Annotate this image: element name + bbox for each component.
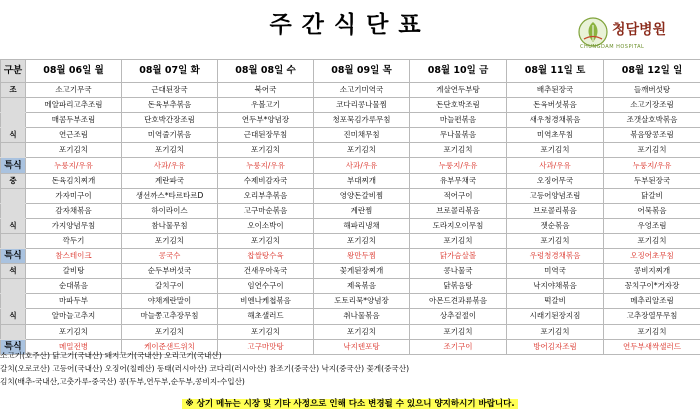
menu-cell: 오징어무국	[507, 173, 604, 188]
menu-cell: 영양돈갈비찜	[314, 188, 410, 203]
menu-cell: 브로콜리볶음	[507, 203, 604, 218]
snack-cell: 우렁청경채볶음	[507, 249, 604, 264]
menu-cell: 오리부추볶음	[218, 188, 314, 203]
hospital-logo	[578, 15, 690, 51]
menu-cell: 근대된장국	[122, 83, 218, 98]
menu-cell: 포기김치	[314, 143, 410, 158]
menu-cell: 포기김치	[218, 233, 314, 248]
snack-cell: 누룽지/우유	[218, 158, 314, 173]
menu-cell: 도라지오이무침	[410, 218, 507, 233]
menu-cell: 콩비지찌개	[604, 264, 700, 279]
gubun-header: 구분	[1, 60, 26, 83]
menu-cell: 소고기미역국	[314, 83, 410, 98]
menu-cell: 건새우아욱국	[218, 264, 314, 279]
menu-cell: 진미채무침	[314, 128, 410, 143]
menu-cell: 적어구이	[410, 188, 507, 203]
menu-cell: 가지양념무침	[26, 218, 122, 233]
menu-cell: 매콤두부조림	[26, 113, 122, 128]
menu-cell: 포기김치	[410, 324, 507, 339]
page-title: 주간식단표	[269, 12, 431, 38]
menu-body	[1, 83, 700, 355]
menu-cell: 마늘편볶음	[410, 113, 507, 128]
menu-cell: 순대볶음	[26, 279, 122, 294]
menu-cell: 포기김치	[218, 324, 314, 339]
menu-cell: 고등어양념조림	[507, 188, 604, 203]
menu-cell: 돈단호박조림	[410, 98, 507, 113]
menu-cell: 포기김치	[604, 143, 700, 158]
menu-cell: 비엔나케첩볶음	[218, 294, 314, 309]
menu-cell: 해초샐러드	[218, 309, 314, 324]
menu-cell: 계란찜	[314, 203, 410, 218]
menu-cell: 도토리묵*양념장	[314, 294, 410, 309]
snack-cell: 고구마맛탕	[218, 339, 314, 354]
day-header: 08월 07일 화	[122, 60, 218, 83]
menu-cell: 계란파국	[122, 173, 218, 188]
menu-row	[1, 309, 700, 324]
day-header: 08월 12일 일	[604, 60, 700, 83]
menu-cell: 알마늘고추지	[26, 309, 122, 324]
origin-note-kimchi: 김치(배추-국내산,고춧가루-중국산) 콩(두부,연두부,순두부,콩비지-수입산)	[0, 377, 245, 387]
menu-cell: 오이소박이	[218, 218, 314, 233]
menu-cell: 소고기장조림	[604, 98, 700, 113]
menu-cell: 아몬드견과류볶음	[410, 294, 507, 309]
menu-cell: 근대된장무침	[218, 128, 314, 143]
meal-label: 조	[1, 83, 26, 98]
meal-label	[1, 324, 26, 339]
snack-cell: 낙지덴포탕	[314, 339, 410, 354]
meal-label: 중	[1, 173, 26, 188]
menu-cell: 연두부*양념장	[218, 113, 314, 128]
menu-cell: 포기김치	[218, 143, 314, 158]
menu-cell: 두부된장국	[604, 173, 700, 188]
menu-cell: 닭갈비	[604, 188, 700, 203]
snack-cell: 닭가슴살볼	[410, 249, 507, 264]
header-row	[1, 60, 700, 83]
snack-cell: 조기구이	[410, 339, 507, 354]
menu-cell: 돈육김치찌개	[26, 173, 122, 188]
snack-cell: 참스테이크	[26, 249, 122, 264]
meal-label: 식	[1, 309, 26, 324]
menu-cell: 미역초무침	[507, 128, 604, 143]
menu-cell: 콩나물국	[410, 264, 507, 279]
menu-cell: 해파리냉채	[314, 218, 410, 233]
day-header: 08월 10일 금	[410, 60, 507, 83]
menu-cell: 게살연두부탕	[410, 83, 507, 98]
hospital-name-en: CHUNGDAM HOSPITAL	[580, 44, 645, 50]
snack-label: 특식	[1, 158, 26, 173]
menu-cell: 우엉조림	[604, 218, 700, 233]
menu-cell: 젯순볶음	[507, 218, 604, 233]
meal-label: 석	[1, 264, 26, 279]
menu-cell: 야채계란말이	[122, 294, 218, 309]
menu-row	[1, 203, 700, 218]
menu-cell: 돈육부추볶음	[122, 98, 218, 113]
menu-cell: 포기김치	[507, 233, 604, 248]
menu-cell: 소고기무국	[26, 83, 122, 98]
menu-cell: 우볼고기	[218, 98, 314, 113]
snack-label: 특식	[1, 249, 26, 264]
snack-cell: 왕만두찜	[314, 249, 410, 264]
menu-row	[1, 128, 700, 143]
snack-cell: 누룽지/우유	[604, 158, 700, 173]
menu-cell: 포기김치	[122, 233, 218, 248]
menu-row	[1, 279, 700, 294]
menu-cell: 임연수구이	[218, 279, 314, 294]
hospital-name: 청담병원	[612, 22, 667, 38]
menu-cell: 깍두기	[26, 233, 122, 248]
menu-row	[1, 264, 700, 279]
snack-cell: 연두부새싹샐러드	[604, 339, 700, 354]
snack-cell: 사과/우유	[122, 158, 218, 173]
day-header: 08월 06일 월	[26, 60, 122, 83]
menu-cell: 유부무채국	[410, 173, 507, 188]
menu-row	[1, 188, 700, 203]
menu-row	[1, 143, 700, 158]
meal-label	[1, 294, 26, 309]
origin-note-fish: 갈치(오로코산) 고등어(국내산) 오징어(칠레산) 동태(러시아산) 코다리(러시아산) 참조기(중국산) 낙지(중국산) 꽃게(중국산)	[0, 364, 410, 374]
menu-cell: 포기김치	[507, 324, 604, 339]
menu-cell: 포기김치	[604, 324, 700, 339]
menu-cell: 포기김치	[26, 143, 122, 158]
meal-label	[1, 233, 26, 248]
menu-cell: 갈치구이	[122, 279, 218, 294]
menu-row	[1, 324, 700, 339]
menu-cell: 포기김치	[314, 324, 410, 339]
menu-cell: 브로콜리볶음	[410, 203, 507, 218]
change-notice	[0, 398, 700, 410]
origin-notes	[0, 349, 700, 389]
meal-label: 식	[1, 218, 26, 233]
menu-cell: 수제비감자국	[218, 173, 314, 188]
menu-cell: 포기김치	[314, 233, 410, 248]
menu-row	[1, 83, 700, 98]
menu-cell: 돈육버섯볶음	[507, 98, 604, 113]
menu-cell: 볶음땅콩조림	[604, 128, 700, 143]
menu-cell: 하이라이스	[122, 203, 218, 218]
day-header: 08월 11일 토	[507, 60, 604, 83]
menu-cell: 포기김치	[410, 143, 507, 158]
menu-cell: 참나물무침	[122, 218, 218, 233]
change-notice-text: ※ 상기 메뉴는 시장 및 기타 사정으로 인해 다소 변경될 수 있으니 양지하시기 바랍니다.	[182, 399, 517, 409]
menu-cell: 순두부버섯국	[122, 264, 218, 279]
meal-label: 식	[1, 128, 26, 143]
menu-cell: 미역줄기볶음	[122, 128, 218, 143]
menu-cell: 취나물볶음	[314, 309, 410, 324]
menu-cell: 가자미구이	[26, 188, 122, 203]
menu-cell: 포기김치	[122, 324, 218, 339]
snack-cell: 사과/우유	[507, 158, 604, 173]
meal-label	[1, 279, 26, 294]
snack-cell: 사과/우유	[314, 158, 410, 173]
menu-cell: 새우청경채볶음	[507, 113, 604, 128]
menu-cell: 메추리알조림	[604, 294, 700, 309]
menu-cell: 들깨버섯탕	[604, 83, 700, 98]
menu-cell: 청포묵김가루무침	[314, 113, 410, 128]
meal-label	[1, 143, 26, 158]
menu-cell: 낙지야채볶음	[507, 279, 604, 294]
menu-cell: 포기김치	[122, 143, 218, 158]
menu-cell: 북어국	[218, 83, 314, 98]
menu-cell: 떡갈비	[507, 294, 604, 309]
snack-cell: 오징어초무침	[604, 249, 700, 264]
menu-cell: 무나물볶음	[410, 128, 507, 143]
menu-cell: 고구마순볶음	[218, 203, 314, 218]
menu-cell: 메알파리고추조림	[26, 98, 122, 113]
menu-cell: 포기김치	[26, 324, 122, 339]
snack-cell: 누룽지/우유	[26, 158, 122, 173]
snack-row	[1, 249, 700, 264]
snack-cell: 메밀전병	[26, 339, 122, 354]
snack-label: 특식	[1, 339, 26, 354]
menu-cell: 단호박간장조림	[122, 113, 218, 128]
menu-row	[1, 233, 700, 248]
menu-cell: 부대찌개	[314, 173, 410, 188]
menu-row	[1, 98, 700, 113]
snack-cell: 찹쌀탕수육	[218, 249, 314, 264]
origin-note-meat: 소고기(호주산) 닭고기(국내산) 돼지고기(국내산) 오리고기(국내산)	[0, 351, 222, 360]
menu-cell: 상추겉절이	[410, 309, 507, 324]
weekly-menu-table	[0, 59, 700, 355]
menu-cell: 시래기된장지짐	[507, 309, 604, 324]
menu-cell: 꽃게된장찌개	[314, 264, 410, 279]
menu-cell: 어묵볶음	[604, 203, 700, 218]
menu-cell: 조갯살호박볶음	[604, 113, 700, 128]
snack-cell: 콩국수	[122, 249, 218, 264]
snack-cell: 방어김자조림	[507, 339, 604, 354]
day-header: 08월 09일 목	[314, 60, 410, 83]
menu-cell: 배추된장국	[507, 83, 604, 98]
menu-cell: 연근조림	[26, 128, 122, 143]
menu-cell: 미역국	[507, 264, 604, 279]
menu-cell: 마파두부	[26, 294, 122, 309]
menu-cell: 닭볶음탕	[410, 279, 507, 294]
menu-cell: 생선까스*타르타르D	[122, 188, 218, 203]
day-header: 08월 08일 수	[218, 60, 314, 83]
menu-cell: 꽁치구이*거자장	[604, 279, 700, 294]
snack-cell: 누룽지/우유	[410, 158, 507, 173]
menu-row	[1, 113, 700, 128]
menu-cell: 갈비탕	[26, 264, 122, 279]
meal-label	[1, 188, 26, 203]
menu-cell: 포기김치	[507, 143, 604, 158]
hospital-emblem-icon	[578, 17, 608, 47]
menu-row	[1, 218, 700, 233]
menu-cell: 포기김치	[410, 233, 507, 248]
menu-row	[1, 294, 700, 309]
menu-cell: 마늘쫑고추장무침	[122, 309, 218, 324]
menu-cell: 포기김치	[604, 233, 700, 248]
meal-label	[1, 98, 26, 113]
menu-cell: 제육볶음	[314, 279, 410, 294]
snack-row	[1, 158, 700, 173]
snack-cell: 케이준샌드위치	[122, 339, 218, 354]
menu-cell: 코다리콩나물찜	[314, 98, 410, 113]
menu-cell: 고추장열무무침	[604, 309, 700, 324]
menu-row	[1, 173, 700, 188]
meal-label	[1, 113, 26, 128]
meal-label	[1, 203, 26, 218]
menu-cell: 감자채볶음	[26, 203, 122, 218]
